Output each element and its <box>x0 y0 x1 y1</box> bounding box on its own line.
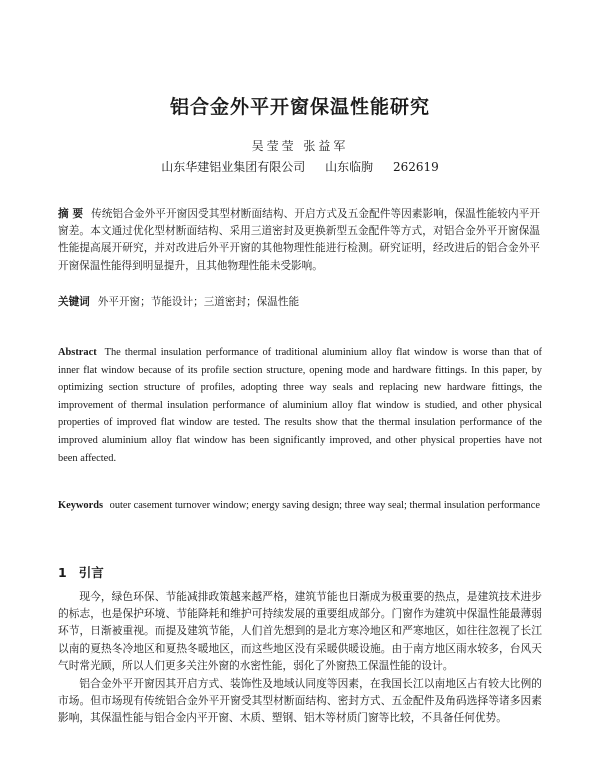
authors: 吴莹莹 张益军 <box>251 139 349 153</box>
abstract-en-label: Abstract <box>58 347 97 358</box>
section-heading <box>58 563 104 581</box>
section-title: 引言 <box>78 565 104 580</box>
affiliation-postcode: 262619 <box>392 160 439 174</box>
paper-title: 铝合金外平开窗保温性能研究 <box>169 96 430 118</box>
abstract-en <box>58 344 542 467</box>
keywords-cn-text: 外平开窗；节能设计；三道密封；保温性能 <box>97 296 300 308</box>
abstract-cn-label: 摘 要 <box>58 208 84 220</box>
affiliation-city: 山东临朐 <box>325 160 374 174</box>
section-body <box>58 588 542 728</box>
abstract-cn <box>58 206 540 275</box>
affiliation <box>0 158 600 175</box>
affiliation-company: 山东华建铝业集团有限公司 <box>161 160 306 174</box>
keywords-en-text: outer casement turnover window; energy saving design; three way seal; thermal insulation performance <box>109 500 540 511</box>
paragraph: 现今，绿色环保、节能减排政策越来越严格，建筑节能也日渐成为极重要的热点，是建筑技术进步的标志，也是保护环境、节能降耗和维护可持续发展的重要组成部分。门窗作为建筑中保温性能最薄弱环节，日渐被重视。而提及建筑节能，人们首先想到的是北方寒冷地区和严寒地区，如往往忽视了长江以南的夏热冬冷地区和夏热冬暖地区，而这些地区没有采暖供暖设施。由于南方地区雨水较多，台风天气时常光顾，所以人们更多关注外窗的水密性能，弱化了外窗热工保温性能的设计。 <box>58 590 542 672</box>
abstract-en-text: The thermal insulation performance of traditional aluminium alloy flat window is worse than that of inner flat window because of its profile section structure, opening mode and hardware fittings. In this paper, by optimizing section structure of profiles, adopting three way seals and replacing new hardware fittings, the improvement of thermal insulation performance of aluminium alloy flat window is studied, and other physical properties of improved flat window are tested. The results show that the thermal insulation performance of the improved aluminium alloy flat window has been significantly improved, and other physical properties have not been affected. <box>58 347 542 464</box>
keywords-cn <box>58 294 540 309</box>
keywords-cn-label: 关键词 <box>58 296 90 308</box>
abstract-cn-text: 传统铝合金外平开窗因受其型材断面结构、开启方式及五金配件等因素影响，保温性能较内平开窗差。本文通过优化型材断面结构、采用三道密封及更换新型五金配件等方式，对铝合金外平开窗保温性能提高展开研究，并对改进后外平开窗的其他物理性能进行检测。研究证明，经改进后的铝合金外平开窗保温性能得到明显提升，且其他物理性能未受影响。 <box>58 208 540 272</box>
paragraph: 铝合金外平开窗因其开启方式、装饰性及地域认同度等因素，在我国长江以南地区占有较大比例的市场。但市场现有传统铝合金外平开窗受其型材断面结构、密封方式、五金配件及角码选择等诸多因素影响，其保温性能与铝合金内平开窗、木质、塑钢、铝木等材质门窗等比较，不具备任何优势。 <box>58 677 542 725</box>
keywords-en-label: Keywords <box>58 500 104 511</box>
section-number: 1 <box>58 565 67 580</box>
keywords-en <box>58 497 542 515</box>
